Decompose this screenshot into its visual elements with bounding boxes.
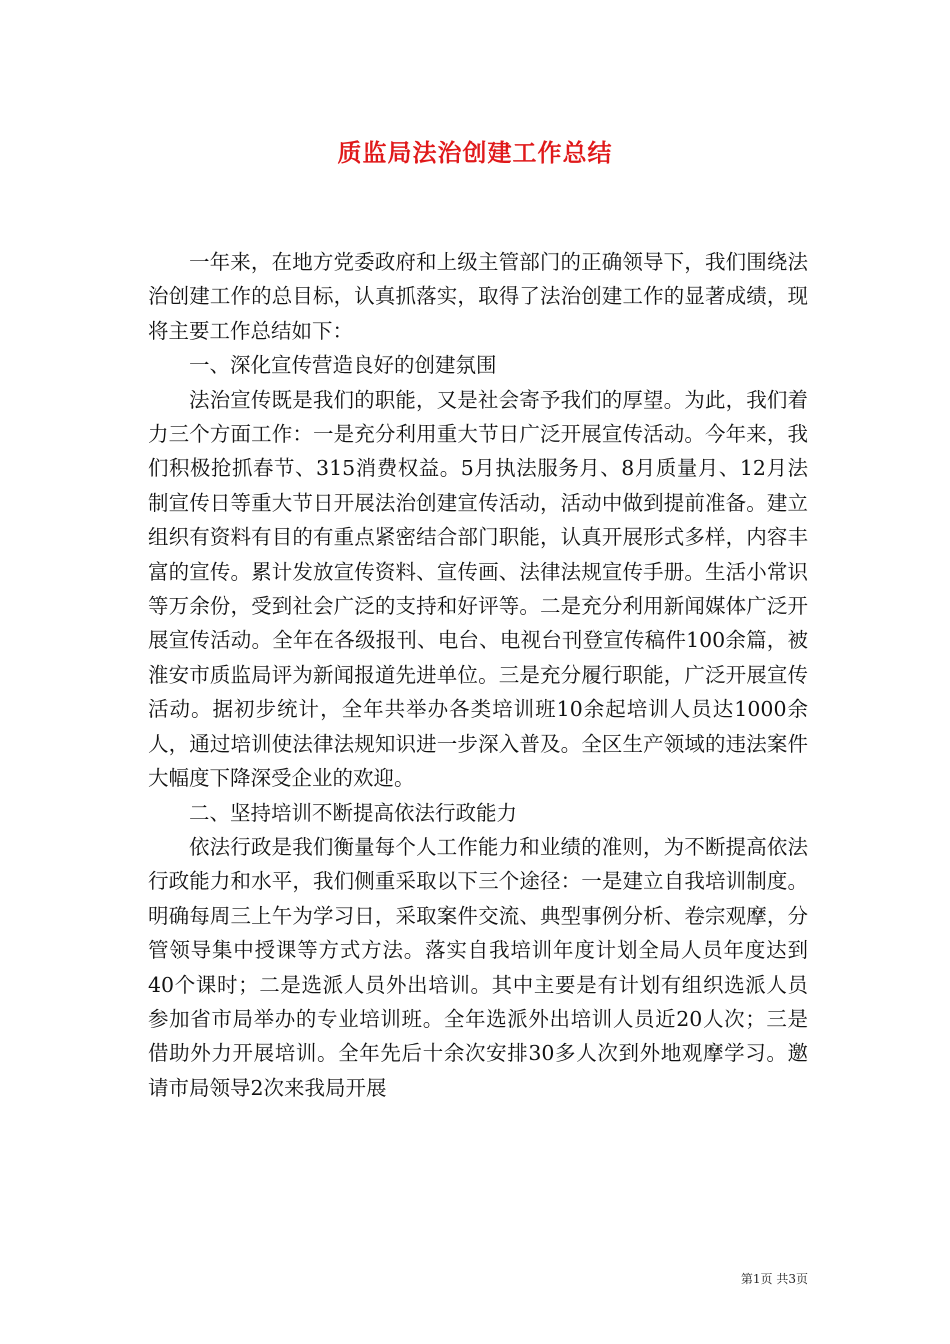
section-heading-1: 一、深化宣传营造良好的创建氛围 (189, 353, 497, 378)
section-2-paragraph: 依法行政是我们衡量每个人工作能力和业绩的准则，为不断提高依法行政能力和水平，我们侧重采取以下三个途径：一是建立自我培训制度。明确每周三上午为学习日，采取案件交流、典型事例分析、卷宗观摩，分管领导集中授课等方式方法。落实自我培训年度计划全局人员年度达到40个课时；二是选派人员外出培训。其中主要是有计划有组织选派人员参加省市局举办的专业培训班。全年选派外出培训人员近20人次；三是借助外力开展培训。全年先后十余次安排30多人次到外地观摩学习。邀请市局领导2次来我局开展 (148, 834, 808, 1100)
section-1-paragraph: 法治宣传既是我们的职能，又是社会寄予我们的厚望。为此，我们着力三个方面工作：一是充分利用重大节日广泛开展宣传活动。今年来，我们积极抢抓春节、315消费权益。5月执法服务月、8月质量月、12月法制宣传日等重大节日开展法治创建宣传活动，活动中做到提前准备。建立组织有资料有目的有重点紧密结合部门职能，认真开展形式多样，内容丰富的宣传。累计发放宣传资料、宣传画、法律法规宣传手册。生活小常识等万余份，受到社会广泛的支持和好评等。二是充分利用新闻媒体广泛开展宣传活动。全年在各级报刊、电台、电视台刊登宣传稿件100余篇，被淮安市质监局评为新闻报道先进单位。三是充分履行职能，广泛开展宣传活动。据初步统计，全年共举办各类培训班10余起培训人员达1000余人，通过培训使法律法规知识进一步深入普及。全区生产领域的违法案件大幅度下降深受企业的欢迎。 (148, 387, 808, 791)
section-heading-2: 二、坚持培训不断提高依法行政能力 (189, 800, 517, 825)
intro-paragraph: 一年来，在地方党委政府和上级主管部门的正确领导下，我们围绕法治创建工作的总目标，认真抓落实，取得了法治创建工作的显著成绩，现将主要工作总结如下： (148, 250, 808, 343)
page-number: 第1页 共3页 (740, 1272, 808, 1286)
document-body (148, 245, 808, 1105)
document-title: 质监局法治创建工作总结 (337, 138, 613, 167)
